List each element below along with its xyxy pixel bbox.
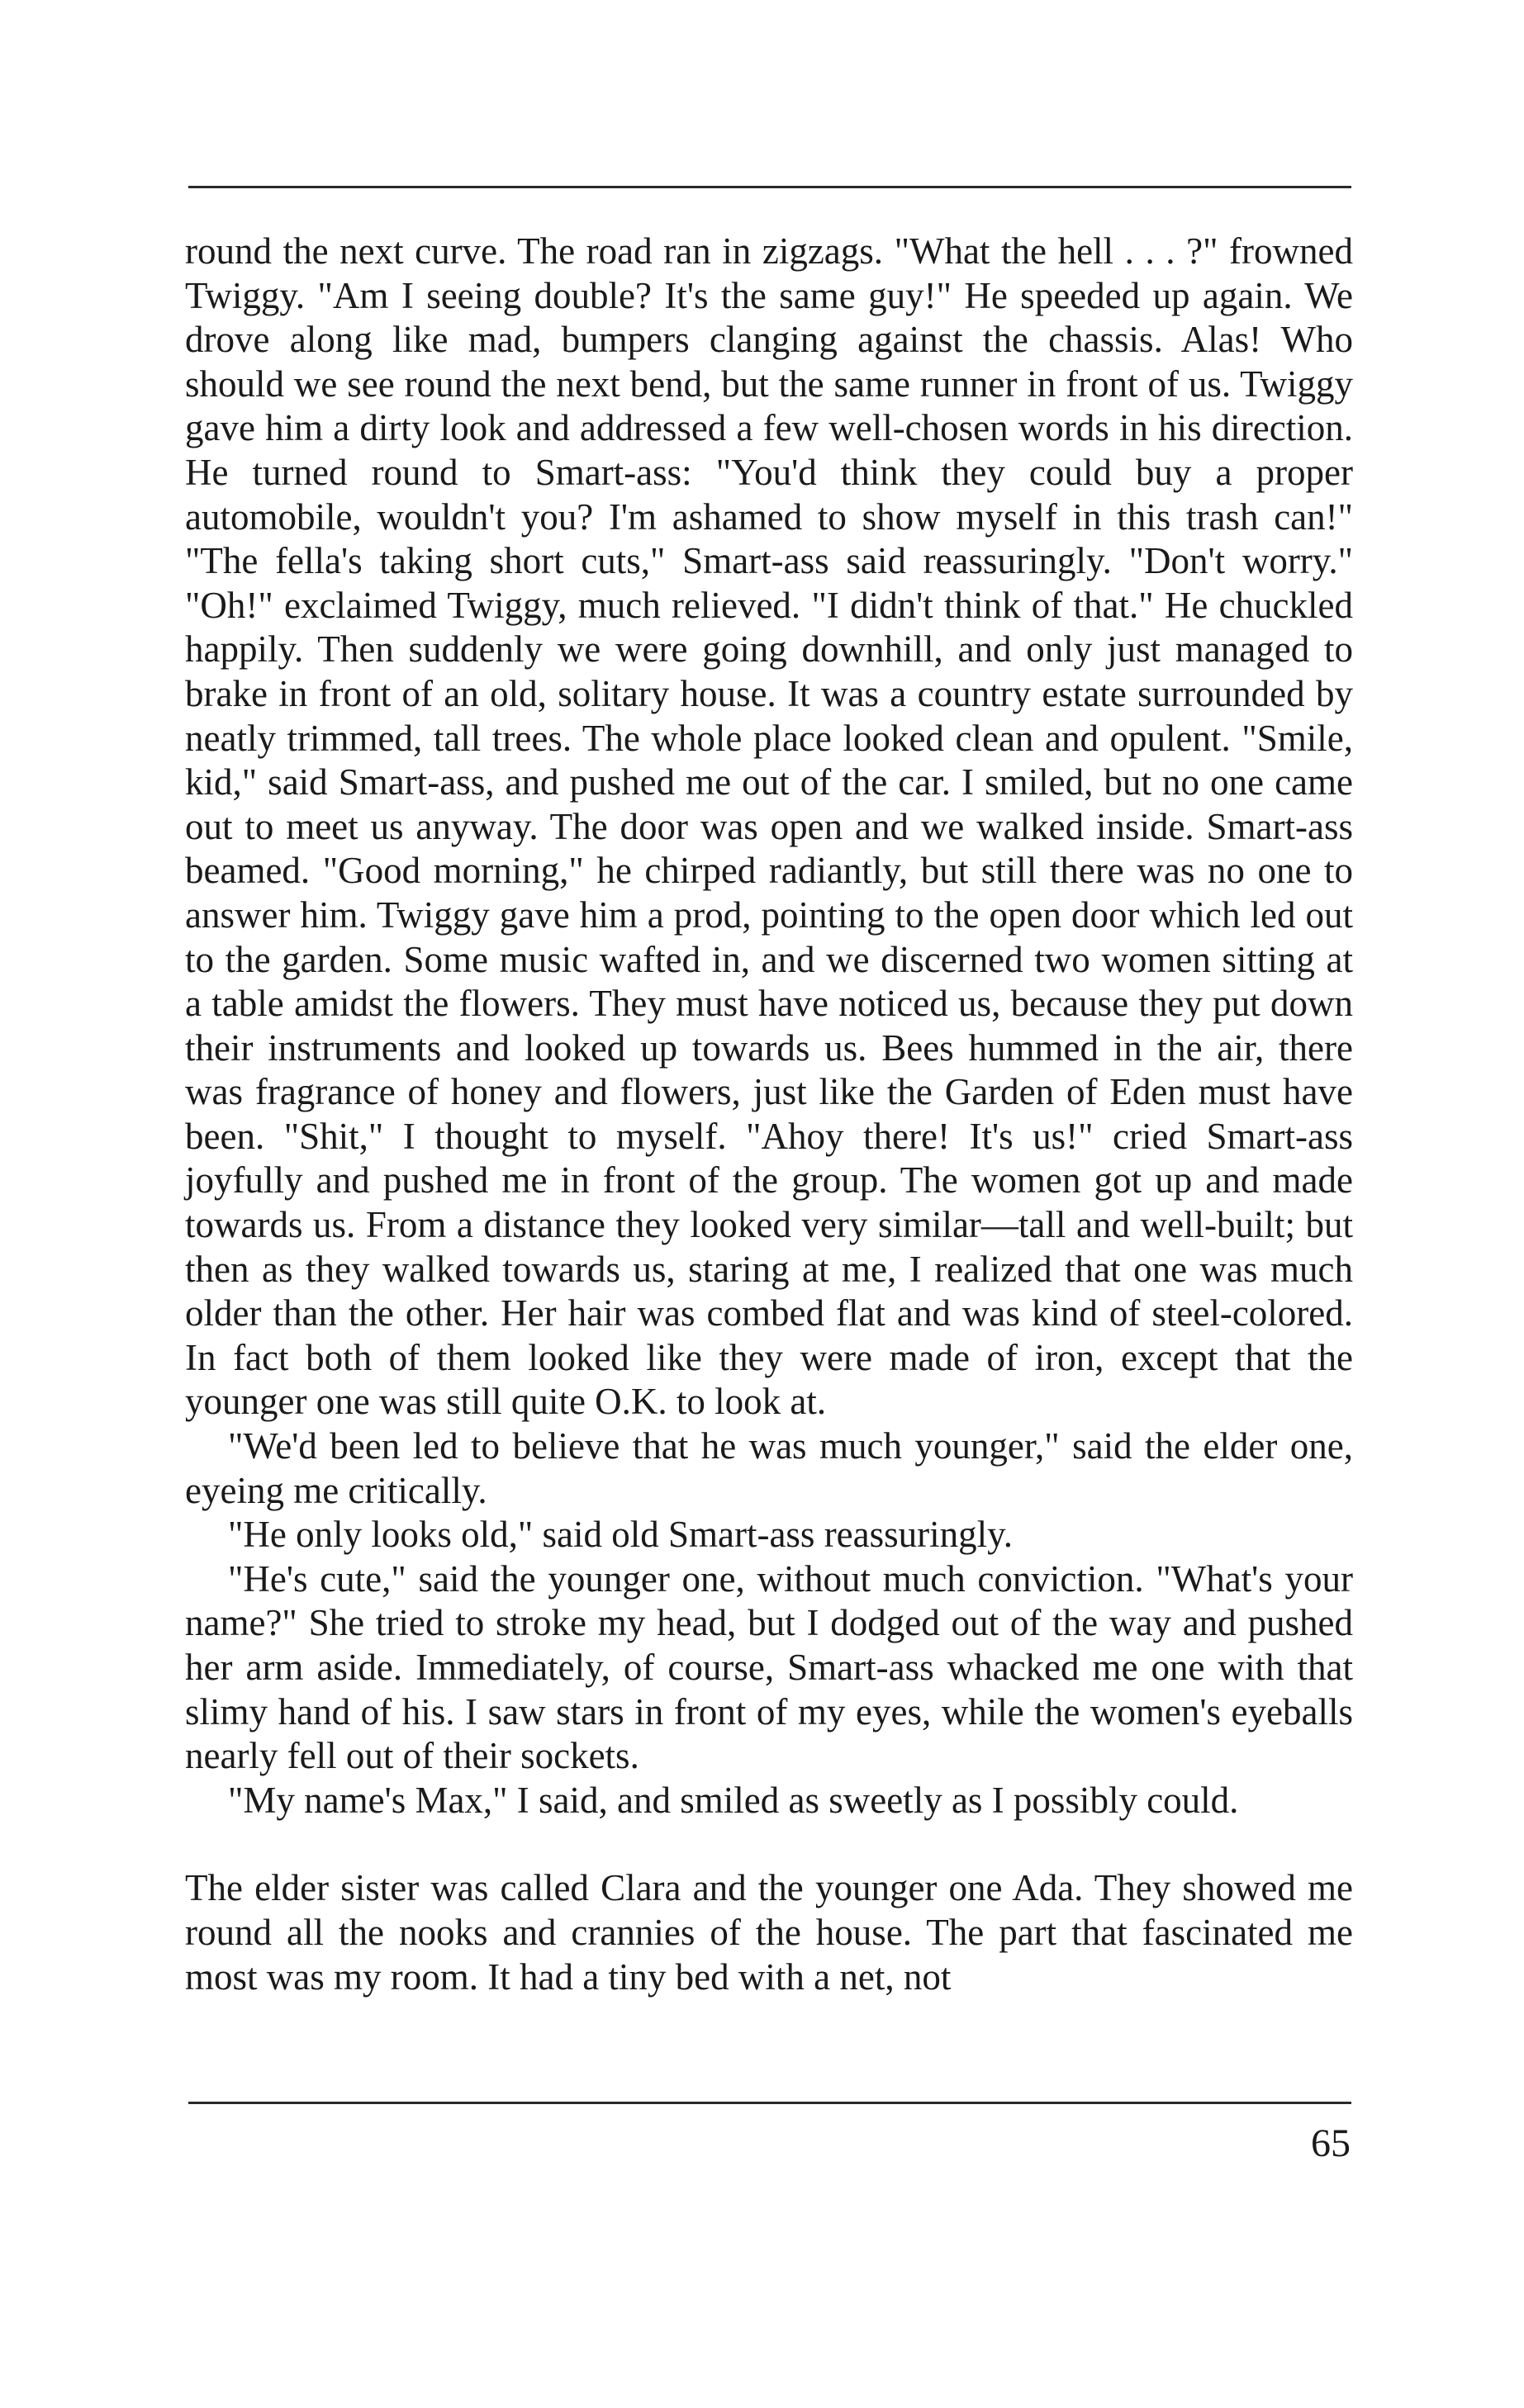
page-number: 65: [1311, 2121, 1351, 2165]
bottom-rule: [188, 2102, 1351, 2104]
body-text: [185, 230, 1353, 1999]
paragraph-dialogue-max: "My name's Max," I said, and smiled as sweetly as I possibly could.: [228, 1779, 1239, 1821]
paragraph-dialogue-elder: "We'd been led to believe that he was much younger," said the elder one, eyeing me critically.: [185, 1425, 1353, 1511]
paragraph-dialogue-smartass: "He only looks old," said old Smart-ass reassuringly.: [228, 1514, 1013, 1556]
paragraph-new-section: The elder sister was called Clara and the younger one Ada. They showed me round all the nooks and crannies of the house. The part that fascinated me most was my room. It had a tiny bed with a net, not: [185, 1867, 1353, 1998]
top-rule: [188, 186, 1351, 188]
paragraph-dialogue-younger: "He's cute," said the younger one, without much conviction. "What's your name?" She tried to stroke my head, but I dodged out of the way and pushed her arm aside. Immediately, of course, Smart-ass whacked me one with that slimy hand of his. I saw stars in front of my eyes, while the women's eyeballs nearly fell out of their sockets.: [185, 1557, 1353, 1777]
paragraph-continued: round the next curve. The road ran in zigzags. "What the hell . . . ?" frowned Twiggy. "Am I seeing double? It's the same guy!" He speeded up again. We drove along like mad, bumpers clanging against the chassis. Alas! Who should we see round the next bend, but the same runner in front of us. Twiggy gave him a dirty look and addressed a few well-chosen words in his direction. He turned round to Smart-ass: "You'd think they could buy a proper automobile, wouldn't you? I'm ashamed to show myself in this trash can!" "The fella's taking short cuts," Smart-ass said reassuringly. "Don't worry." "Oh!" exclaimed Twiggy, much relieved. "I didn't think of that." He chuckled happily. Then suddenly we were going downhill, and only just managed to brake in front of an old, solitary house. It was a country estate surrounded by neatly trimmed, tall trees. The whole place looked clean and opulent. "Smile, kid," said Smart-ass, and pushed me out of the car. I smiled, but no one came out to meet us anyway. The door was open and we walked inside. Smart-ass beamed. "Good morning," he chirped radiantly, but still there was no one to answer him. Twiggy gave him a prod, pointing to the open door which led out to the garden. Some music wafted in, and we discerned two women sitting at a table amidst the flowers. They must have noticed us, because they put down their instruments and looked up towards us. Bees hummed in the air, there was fragrance of honey and flowers, just like the Garden of Eden must have been. "Shit," I thought to myself. "Ahoy there! It's us!" cried Smart-ass joyfully and pushed me in front of the group. The women got up and made towards us. From a distance they looked very similar—tall and well-built; but then as they walked towards us, staring at me, I realized that one was much older than the other. Her hair was combed flat and was kind of steel-colored. In fact both of them looked like they were made of iron, except that the younger one was still quite O.K. to look at.: [185, 230, 1353, 1423]
